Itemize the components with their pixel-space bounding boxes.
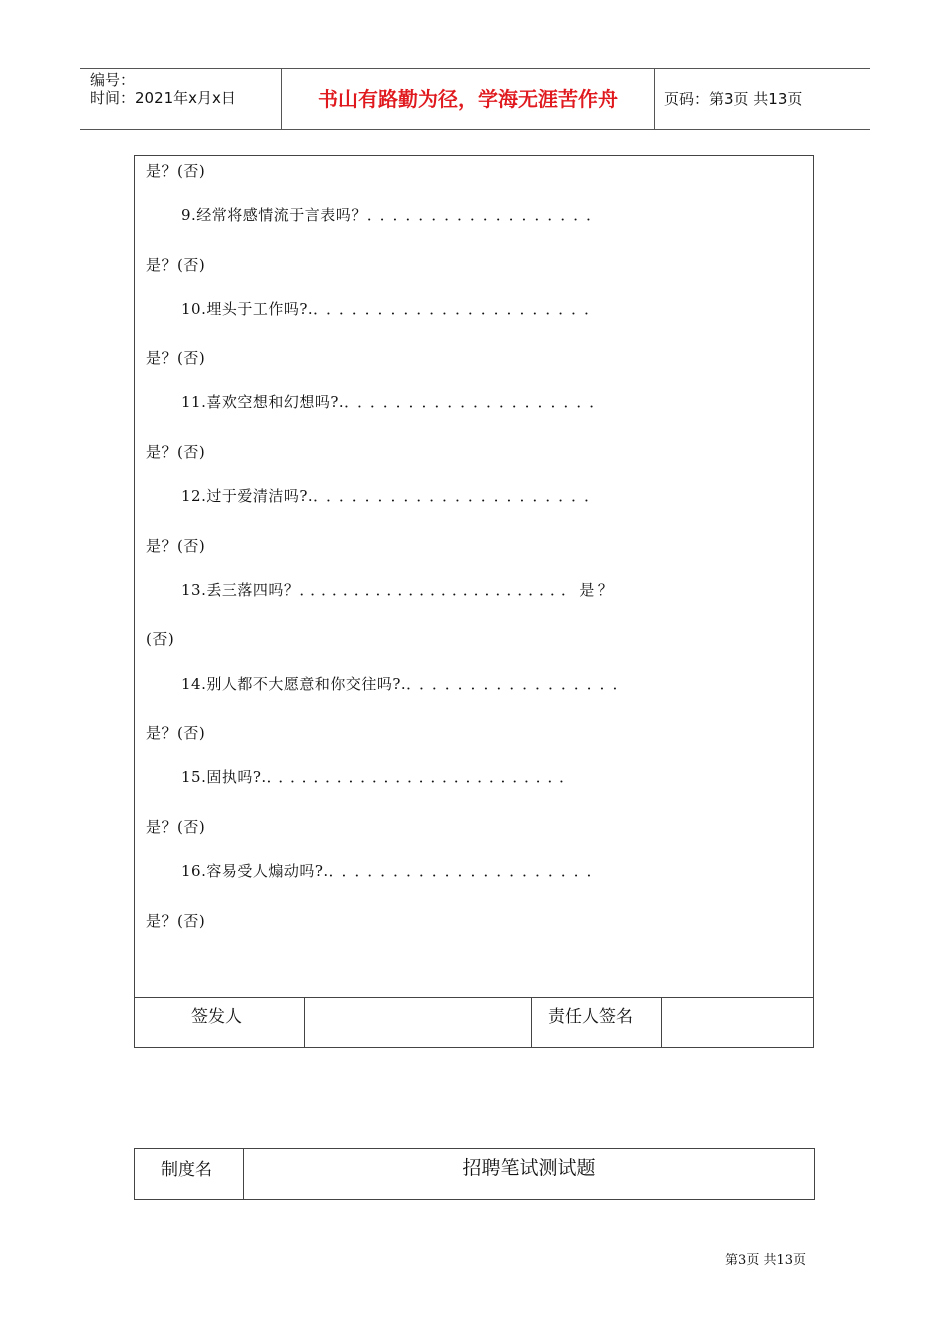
answer-line: 是？(否) <box>146 537 206 555</box>
header-meta <box>90 71 236 107</box>
leader-dots: ．．．．．．．．．．．．．．．．．．．．．．．．．． <box>266 768 579 786</box>
question-15 <box>181 766 781 787</box>
system-name-value: 招聘笔试测试题 <box>462 1157 596 1179</box>
header-motto: 书山有路勤为径，学海无涯苦作舟 <box>318 87 618 111</box>
question-11 <box>181 391 781 412</box>
question-text: 16.容易受人煽动吗?. <box>181 862 329 880</box>
answer-line: (否) <box>146 630 175 648</box>
responsible-label-cell <box>532 998 662 1048</box>
leader-dots: ．．．．．．．．．．．．．．．．． <box>406 675 633 693</box>
question-text: 11.喜欢空想和幻想吗?. <box>181 393 345 411</box>
question-16 <box>181 860 781 881</box>
system-name-label: 制度名 <box>161 1160 212 1180</box>
leader-dots: ．．．．．．．．．．．．．．．．．． <box>366 206 607 224</box>
question-text: 15.固执吗?. <box>181 768 267 786</box>
question-text: 13.丢三落四吗？ <box>181 581 300 599</box>
answer-line: 是？(否) <box>146 724 206 742</box>
system-name-row <box>134 1148 815 1200</box>
questionnaire-box <box>134 155 814 1048</box>
answer-line: 是？(否) <box>146 912 206 930</box>
issuer-value-cell <box>305 998 532 1048</box>
responsible-label: 责任人签名 <box>548 1007 633 1027</box>
question-text: 10.埋头于工作吗?. <box>181 300 314 318</box>
question-text: 14.别人都不大愿意和你交往吗?. <box>181 675 407 693</box>
leader-dots: ．．．．．．．．．．．．．．．．．．．．． <box>328 862 608 880</box>
leader-dots: ．．．．．．．．．．．．．．．．．．．．．．．．．是？ <box>299 581 617 599</box>
answer-line: 是？(否) <box>146 162 206 180</box>
question-12 <box>181 485 781 506</box>
question-13 <box>181 579 811 600</box>
page-header <box>80 68 870 130</box>
document-number-label: 编号： <box>90 71 136 89</box>
leader-dots: ．．．．．．．．．．．．．．．．．．．．．． <box>313 300 605 318</box>
leader-dots: ．．．．．．．．．．．．．．．．．．．．．． <box>313 487 605 505</box>
issuer-label-cell <box>135 998 305 1048</box>
leader-dots: ．．．．．．．．．．．．．．．．．．．． <box>344 393 610 411</box>
question-text: 12.过于爱清洁吗?. <box>181 487 314 505</box>
page-footer: 第3页 共13页 <box>725 1253 806 1268</box>
answer-line: 是？(否) <box>146 443 206 461</box>
responsible-value-cell <box>662 998 813 1048</box>
issuer-label: 签发人 <box>191 1007 242 1027</box>
answer-line: 是？(否) <box>146 349 206 367</box>
header-divider <box>654 69 655 129</box>
answer-line: 是？(否) <box>146 256 206 274</box>
signature-row <box>135 997 813 1048</box>
question-9 <box>181 204 781 225</box>
question-10 <box>181 298 781 319</box>
question-text: 9.经常将感情流于言表吗？ <box>181 206 367 224</box>
document-time: 时间：2021年x月x日 <box>90 89 236 107</box>
answer-line: 是？(否) <box>146 818 206 836</box>
header-page-info: 页码：第3页 共13页 <box>664 90 803 108</box>
question-14 <box>181 673 781 694</box>
